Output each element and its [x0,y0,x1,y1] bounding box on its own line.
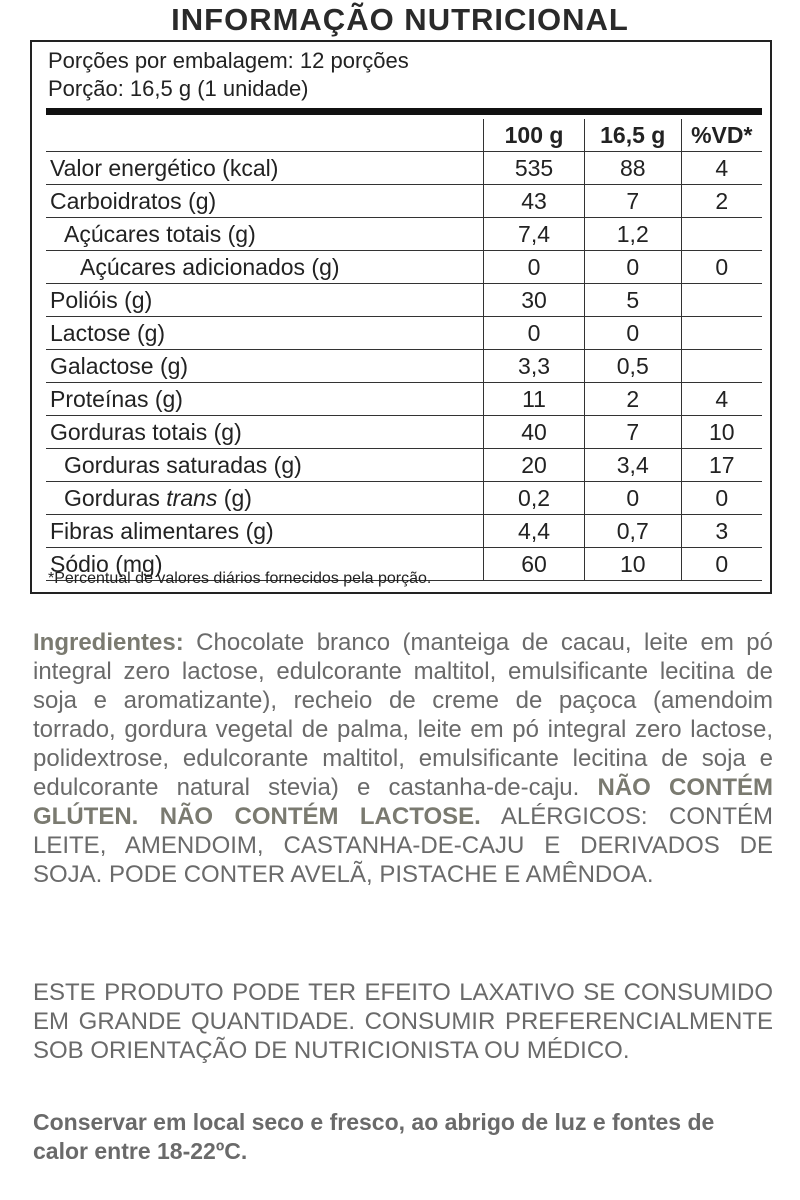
value-100g: 40 [484,416,585,449]
table-row [46,350,762,383]
value-portion: 0 [584,317,681,350]
table-header-row [46,119,762,152]
header-label [46,119,484,152]
ingredients-block [33,628,773,889]
nutrition-table [46,119,762,581]
value-100g: 0,2 [484,482,585,515]
row-label: Sódio (mg) [46,548,484,581]
table-row [46,185,762,218]
portion-size: Porção: 16,5 g (1 unidade) [48,76,309,101]
value-100g: 60 [484,548,585,581]
value-portion: 88 [584,152,681,185]
table-row [46,251,762,284]
value-100g: 0 [484,317,585,350]
value-portion: 2 [584,383,681,416]
value-vd: 10 [681,416,762,449]
value-portion: 0 [584,482,681,515]
row-label: Gorduras trans (g) [46,482,484,515]
header-100g: 100 g [484,119,585,152]
row-label: Polióis (g) [46,284,484,317]
row-label: Lactose (g) [46,317,484,350]
row-label: Gorduras saturadas (g) [46,449,484,482]
allergens-statement: ALÉRGICOS: CONTÉM LEITE, AMENDOIM, CASTANHA-DE-CAJU E DERIVADOS DE SOJA. PODE CONTER AVELÃ, PISTACHE E AMÊNDOA. [33,803,774,888]
table-row [46,416,762,449]
value-portion: 5 [584,284,681,317]
row-label: Açúcares totais (g) [46,218,484,251]
value-100g: 4,4 [484,515,585,548]
table-row [46,383,762,416]
row-label: Galactose (g) [46,350,484,383]
thick-divider [46,108,762,115]
value-portion: 0 [584,251,681,284]
table-row [46,284,762,317]
nutrition-panel [30,40,772,594]
value-vd [681,284,762,317]
ingredients-text: Chocolate branco (manteiga de cacau, leite em pó integral zero lactose, edulcorante maltitol, emulsificante lecitina de soja e aromatizante), recheio de creme de paçoca (amendoim torrado, gordura vegetal de palma, leite em pó integral zero lactose, polidextrose, edulcorante maltitol, emulsificante lecitina de soja e edulcorante natural stevia) e castanha-de-caju. [33,629,774,801]
header-portion: 16,5 g [584,119,681,152]
table-footnote: *Percentual de valores diários fornecidos pela porção. [48,570,432,587]
table-row [46,317,762,350]
value-100g: 7,4 [484,218,585,251]
value-vd: 2 [681,185,762,218]
row-label: Valor energético (kcal) [46,152,484,185]
row-label: Carboidratos (g) [46,185,484,218]
storage-instructions: Conservar em local seco e fresco, ao abrigo de luz e fontes de calor entre 18-22ºC. [33,1109,715,1164]
value-vd: 4 [681,152,762,185]
value-vd: 0 [681,548,762,581]
value-portion: 0,7 [584,515,681,548]
value-vd [681,218,762,251]
value-portion: 10 [584,548,681,581]
value-vd [681,317,762,350]
table-row [46,218,762,251]
value-portion: 0,5 [584,350,681,383]
value-100g: 11 [484,383,585,416]
value-portion: 7 [584,416,681,449]
value-100g: 30 [484,284,585,317]
row-label: Fibras alimentares (g) [46,515,484,548]
value-100g: 43 [484,185,585,218]
value-100g: 0 [484,251,585,284]
value-vd [681,350,762,383]
row-label: Proteínas (g) [46,383,484,416]
gluten-lactose-statement: NÃO CONTÉM GLÚTEN. NÃO CONTÉM LACTOSE. [33,774,774,830]
portions-per-package: Porções por embalagem: 12 porções [48,48,409,73]
ingredients-heading: Ingredientes: [33,629,184,656]
value-vd: 17 [681,449,762,482]
header-vd: %VD* [681,119,762,152]
value-100g: 20 [484,449,585,482]
value-vd: 0 [681,251,762,284]
value-100g: 3,3 [484,350,585,383]
value-vd: 3 [681,515,762,548]
value-portion: 7 [584,185,681,218]
page-title: INFORMAÇÃO NUTRICIONAL [171,2,629,37]
value-portion: 3,4 [584,449,681,482]
value-portion: 1,2 [584,218,681,251]
value-vd: 4 [681,383,762,416]
table-row [46,515,762,548]
table-row [46,482,762,515]
table-row [46,449,762,482]
row-label: Gorduras totais (g) [46,416,484,449]
table-row [46,152,762,185]
laxative-warning: ESTE PRODUTO PODE TER EFEITO LAXATIVO SE CONSUMIDO EM GRANDE QUANTIDADE. CONSUMIR PREFERENCIALMENTE SOB ORIENTAÇÃO DE NUTRICIONISTA OU MÉDICO. [33,979,773,1064]
value-100g: 535 [484,152,585,185]
row-label: Açúcares adicionados (g) [46,251,484,284]
value-vd: 0 [681,482,762,515]
